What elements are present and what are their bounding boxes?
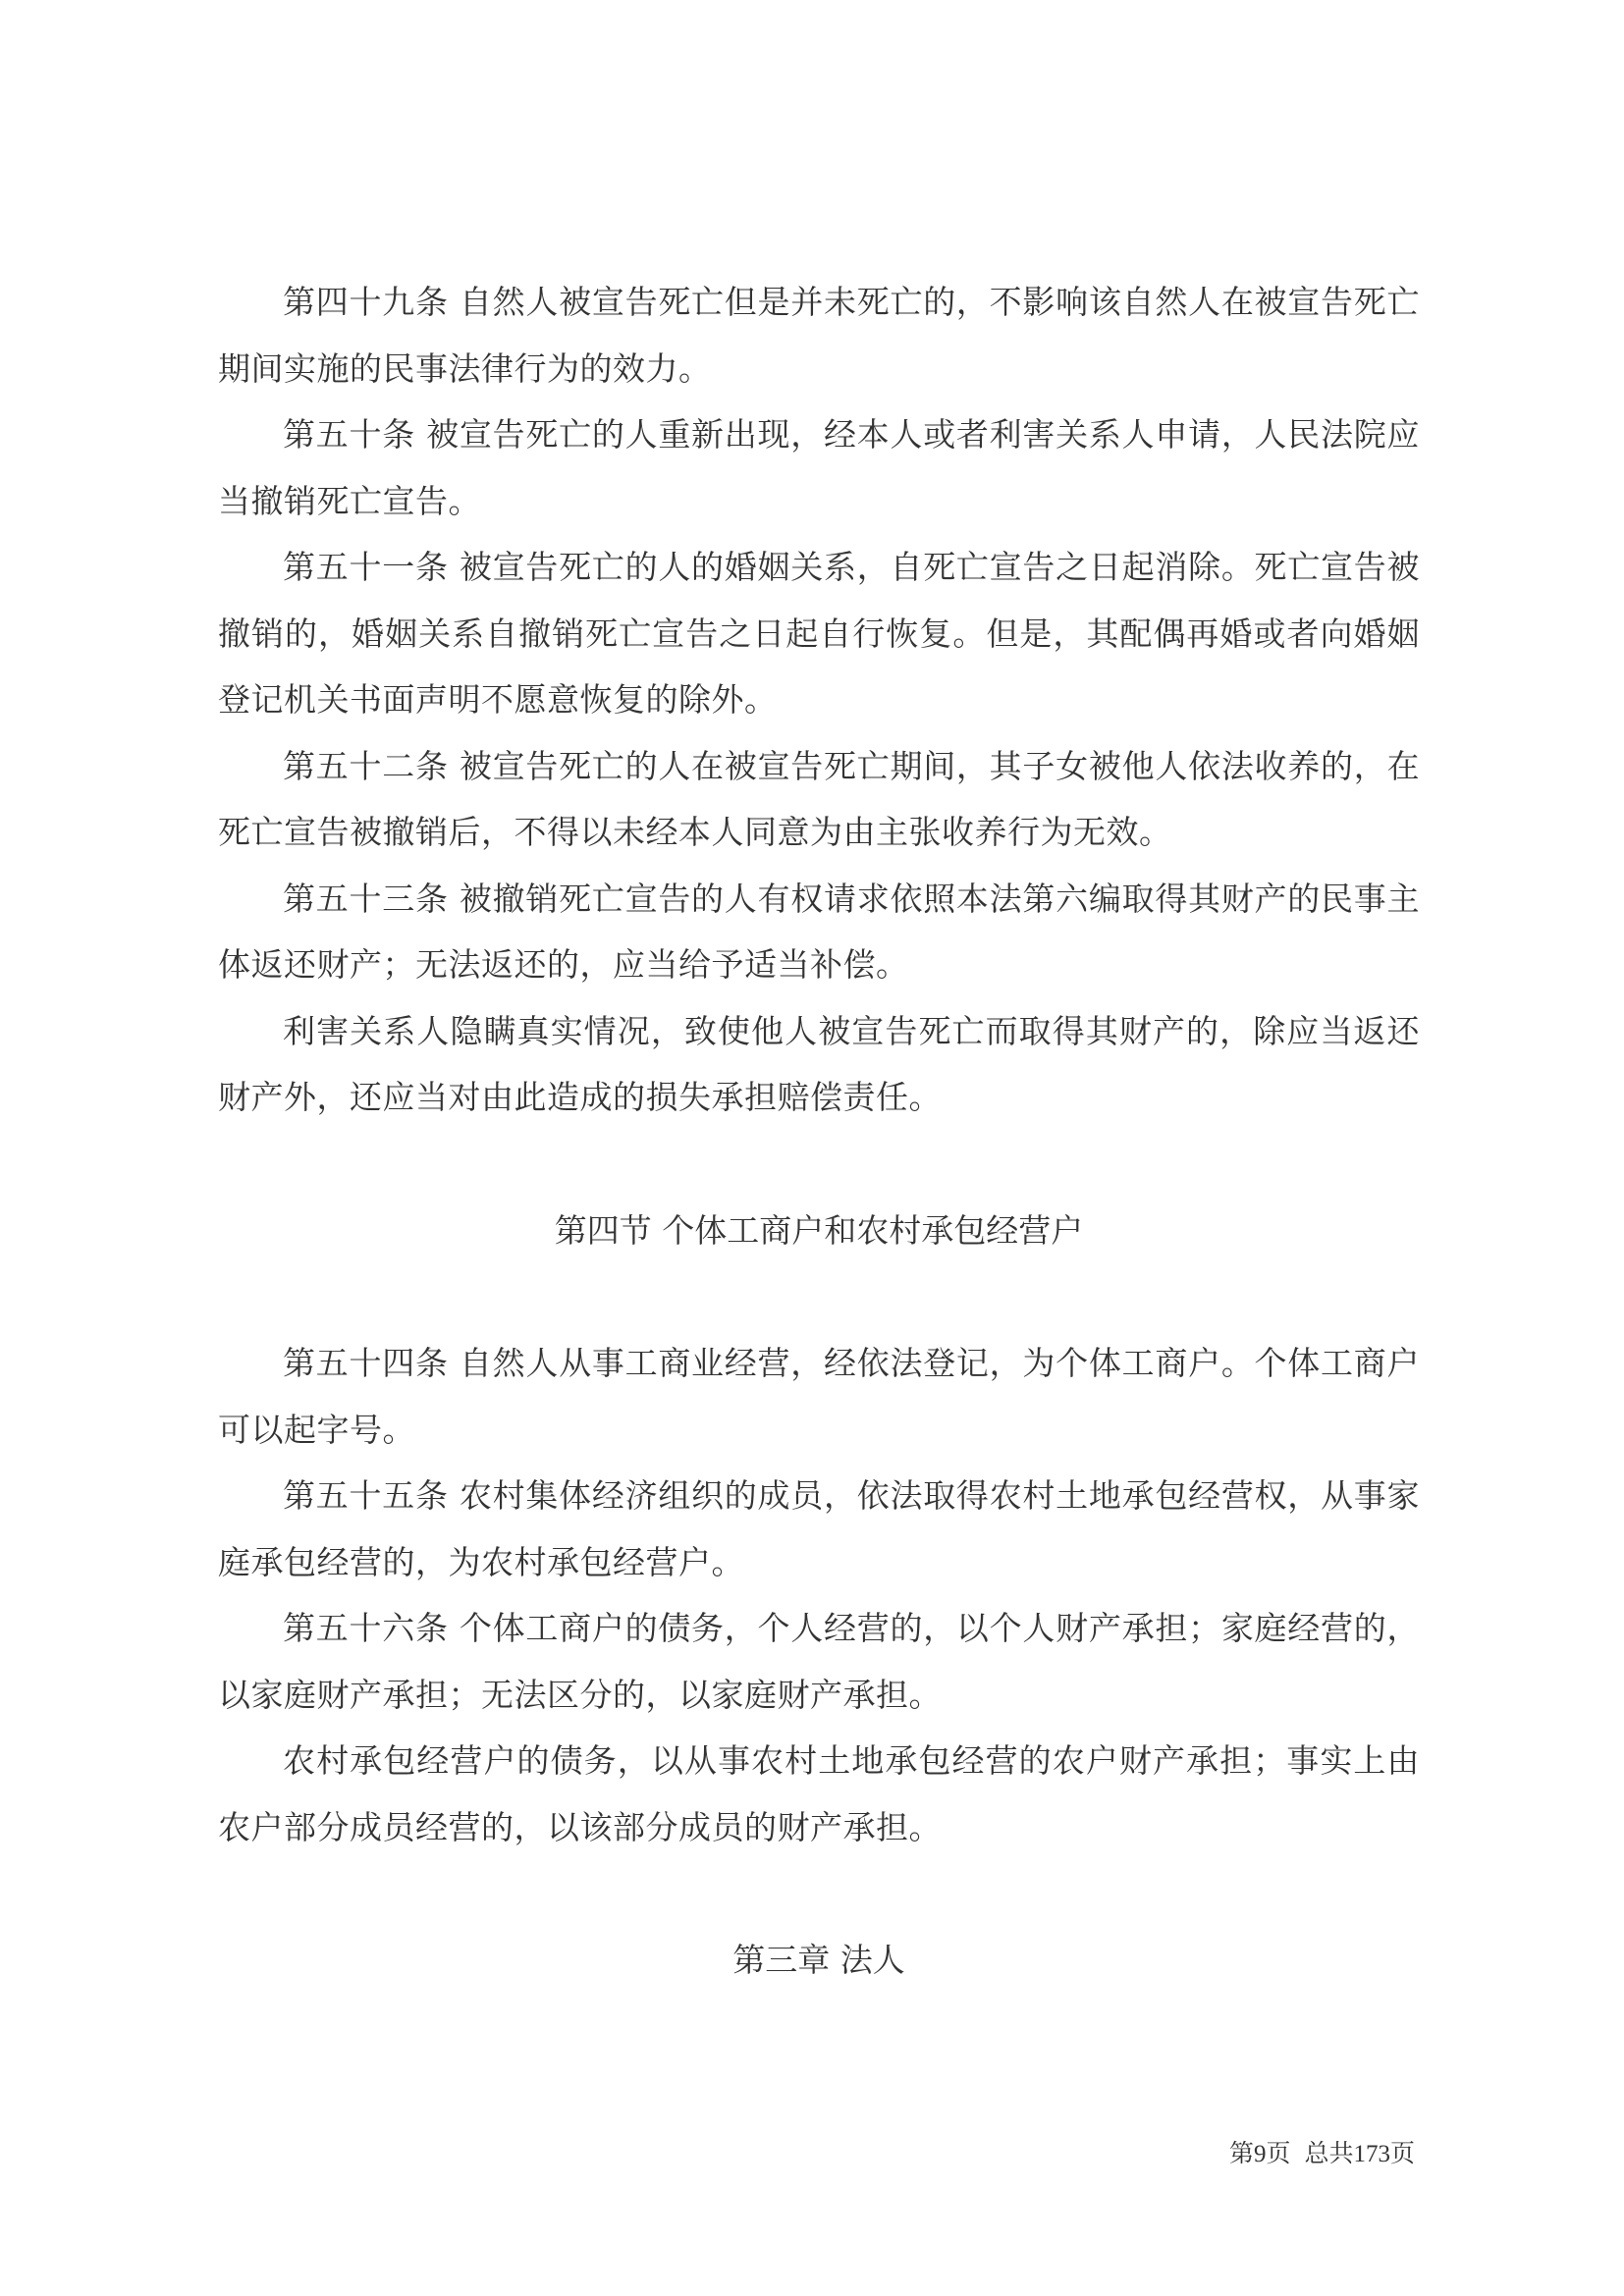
article-51: 第五十一条 被宣告死亡的人的婚姻关系，自死亡宣告之日起消除。死亡宣告被撤销的，婚姻关系自撤销死亡宣告之日起自行恢复。但是，其配偶再婚或者向婚姻登记机关书面声明不愿意恢复的除外。 (218, 548, 1420, 719)
chapter-heading: 第三章 法人 (732, 1941, 905, 1979)
article-55: 第五十五条 农村集体经济组织的成员，依法取得农村土地承包经营权，从事家庭承包经营的，为农村承包经营户。 (218, 1476, 1420, 1581)
article-53: 第五十三条 被撤销死亡宣告的人有权请求依照本法第六编取得其财产的民事主体返还财产；无法返还的，应当给予适当补偿。 (218, 879, 1420, 984)
article-56: 第五十六条 个体工商户的债务，个人经营的，以个人财产承担；家庭经营的，以家庭财产承担；无法区分的，以家庭财产承担。 (218, 1609, 1420, 1714)
document-body (218, 269, 1420, 1994)
page-number: 第9页 (1229, 2141, 1291, 2167)
article-49: 第四十九条 自然人被宣告死亡但是并未死亡的，不影响该自然人在被宣告死亡期间实施的民事法律行为的效力。 (218, 283, 1420, 388)
article-56-para-2: 农村承包经营户的债务，以从事农村土地承包经营的农户财产承担；事实上由农户部分成员经营的，以该部分成员的财产承担。 (218, 1741, 1420, 1846)
article-50: 第五十条 被宣告死亡的人重新出现，经本人或者利害关系人申请，人民法院应当撤销死亡宣告。 (218, 415, 1420, 520)
article-54: 第五十四条 自然人从事工商业经营，经依法登记，为个体工商户。个体工商户可以起字号。 (218, 1344, 1420, 1449)
page-footer (1229, 2140, 1415, 2169)
article-52: 第五十二条 被宣告死亡的人在被宣告死亡期间，其子女被他人依法收养的，在死亡宣告被撤销后，不得以未经本人同意为由主张收养行为无效。 (218, 746, 1420, 851)
section-heading: 第四节 个体工商户和农村承包经营户 (554, 1210, 1084, 1250)
page-total: 总共173页 (1304, 2141, 1416, 2167)
article-53-para-2: 利害关系人隐瞒真实情况，致使他人被宣告死亡而取得其财产的，除应当返还财产外，还应当对由此造成的损失承担赔偿责任。 (218, 1011, 1420, 1116)
